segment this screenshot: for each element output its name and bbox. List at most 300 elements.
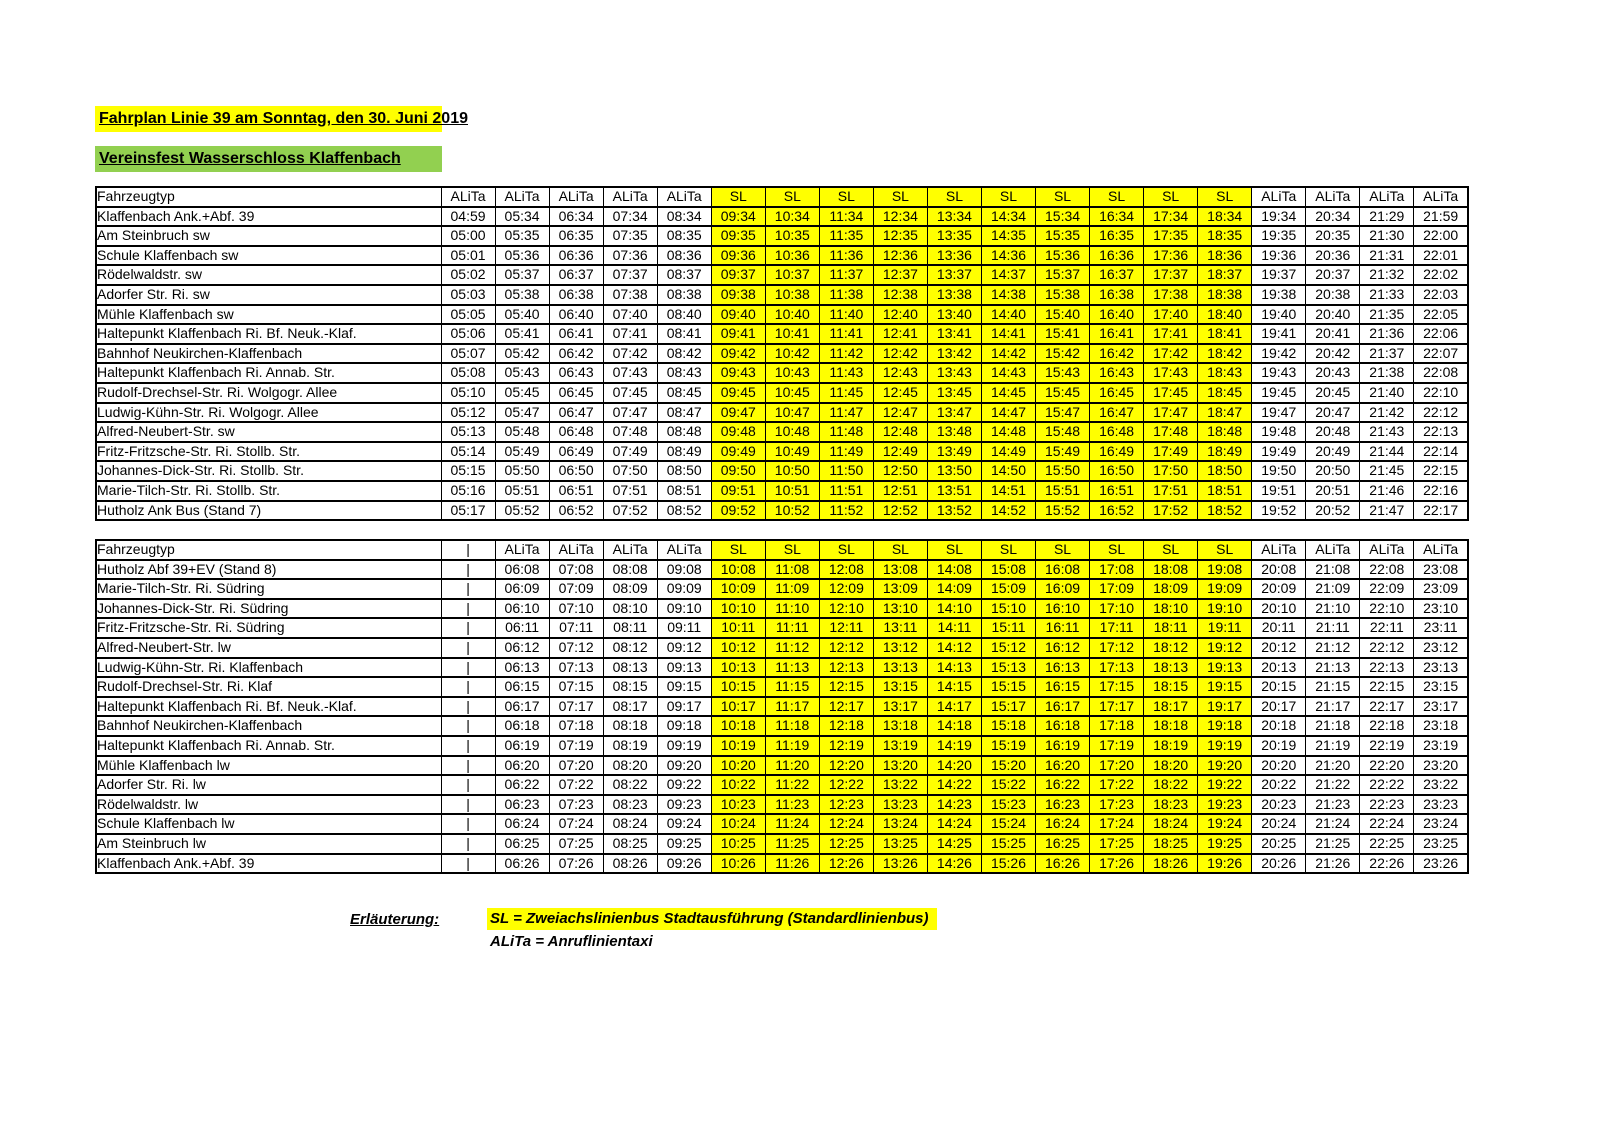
no-service-cell: | <box>441 854 495 874</box>
stop-name-cell: Rudolf-Drechsel-Str. Ri. Wolgogr. Allee <box>96 383 441 403</box>
time-cell: 05:35 <box>495 226 549 246</box>
time-cell: 19:11 <box>1198 618 1252 638</box>
time-cell: 09:26 <box>657 854 711 874</box>
time-cell: 05:51 <box>495 481 549 501</box>
time-cell: 07:34 <box>603 207 657 227</box>
time-cell: 07:22 <box>549 775 603 795</box>
time-cell: 05:00 <box>441 226 495 246</box>
time-cell: 12:24 <box>819 814 873 834</box>
time-cell: 09:50 <box>711 461 765 481</box>
time-cell: 20:45 <box>1306 383 1360 403</box>
time-cell: 23:08 <box>1414 560 1468 580</box>
time-cell: 21:23 <box>1306 795 1360 815</box>
time-cell: 12:35 <box>873 226 927 246</box>
time-cell: 18:37 <box>1198 265 1252 285</box>
time-cell: 17:35 <box>1144 226 1198 246</box>
time-cell: 21:09 <box>1306 579 1360 599</box>
time-cell: 14:38 <box>981 285 1035 305</box>
time-cell: 22:08 <box>1414 363 1468 383</box>
time-cell: 07:08 <box>549 560 603 580</box>
time-cell: 14:45 <box>981 383 1035 403</box>
time-cell: 09:23 <box>657 795 711 815</box>
time-cell: 07:10 <box>549 599 603 619</box>
document-subtitle: Vereinsfest Wasserschloss Klaffenbach <box>99 150 401 167</box>
time-cell: 19:35 <box>1252 226 1306 246</box>
time-cell: 18:42 <box>1198 344 1252 364</box>
time-cell: 15:38 <box>1036 285 1090 305</box>
time-cell: 14:51 <box>981 481 1035 501</box>
time-cell: 16:34 <box>1090 207 1144 227</box>
time-cell: 12:45 <box>873 383 927 403</box>
time-cell: 14:15 <box>927 677 981 697</box>
no-service-cell: | <box>441 618 495 638</box>
time-cell: 17:36 <box>1144 246 1198 266</box>
document-subtitle-highlight <box>95 146 442 172</box>
time-cell: 05:34 <box>495 207 549 227</box>
time-cell: 19:12 <box>1198 638 1252 658</box>
time-cell: 14:24 <box>927 814 981 834</box>
time-cell: 08:23 <box>603 795 657 815</box>
time-cell: 09:24 <box>657 814 711 834</box>
time-cell: 12:08 <box>819 560 873 580</box>
time-cell: 22:14 <box>1414 442 1468 462</box>
time-cell: 05:40 <box>495 305 549 325</box>
time-cell: 21:45 <box>1360 461 1414 481</box>
time-cell: 12:26 <box>819 854 873 874</box>
time-cell: 17:48 <box>1144 422 1198 442</box>
no-service-cell: | <box>441 697 495 717</box>
time-cell: 13:45 <box>927 383 981 403</box>
time-cell: 11:47 <box>819 403 873 423</box>
time-cell: 15:25 <box>981 834 1035 854</box>
time-cell: 23:17 <box>1414 697 1468 717</box>
time-cell: 18:10 <box>1144 599 1198 619</box>
time-cell: 13:48 <box>927 422 981 442</box>
time-cell: 16:09 <box>1036 579 1090 599</box>
time-cell: 16:47 <box>1090 403 1144 423</box>
time-cell: 16:18 <box>1036 716 1090 736</box>
time-cell: 10:48 <box>765 422 819 442</box>
time-cell: 15:51 <box>1036 481 1090 501</box>
time-cell: 11:37 <box>819 265 873 285</box>
time-cell: 14:17 <box>927 697 981 717</box>
time-cell: 22:16 <box>1414 481 1468 501</box>
time-cell: 14:50 <box>981 461 1035 481</box>
time-cell: 19:45 <box>1252 383 1306 403</box>
time-cell: 17:10 <box>1090 599 1144 619</box>
column-type-header: SL <box>1036 187 1090 207</box>
time-cell: 20:18 <box>1252 716 1306 736</box>
time-cell: 16:25 <box>1036 834 1090 854</box>
time-cell: 21:29 <box>1360 207 1414 227</box>
time-cell: 15:20 <box>981 756 1035 776</box>
time-cell: 12:22 <box>819 775 873 795</box>
time-cell: 09:52 <box>711 501 765 521</box>
time-cell: 22:03 <box>1414 285 1468 305</box>
time-cell: 05:12 <box>441 403 495 423</box>
time-cell: 22:01 <box>1414 246 1468 266</box>
time-cell: 09:35 <box>711 226 765 246</box>
time-cell: 07:24 <box>549 814 603 834</box>
time-cell: 10:37 <box>765 265 819 285</box>
time-cell: 12:13 <box>819 658 873 678</box>
time-cell: 11:49 <box>819 442 873 462</box>
table-row <box>96 461 1468 481</box>
header-row <box>96 187 1468 207</box>
legend-label: Erläuterung: <box>350 911 440 928</box>
time-cell: 05:17 <box>441 501 495 521</box>
time-cell: 06:18 <box>495 716 549 736</box>
column-type-header: SL <box>711 187 765 207</box>
column-type-header: SL <box>1144 187 1198 207</box>
time-cell: 12:18 <box>819 716 873 736</box>
time-cell: 11:11 <box>765 618 819 638</box>
time-cell: 10:52 <box>765 501 819 521</box>
time-cell: 17:40 <box>1144 305 1198 325</box>
time-cell: 20:15 <box>1252 677 1306 697</box>
time-cell: 20:48 <box>1306 422 1360 442</box>
time-cell: 13:25 <box>873 834 927 854</box>
time-cell: 05:50 <box>495 461 549 481</box>
column-type-header: ALiTa <box>495 187 549 207</box>
time-cell: 23:18 <box>1414 716 1468 736</box>
time-cell: 10:20 <box>711 756 765 776</box>
time-cell: 22:20 <box>1360 756 1414 776</box>
column-type-header: ALiTa <box>1252 187 1306 207</box>
time-cell: 10:34 <box>765 207 819 227</box>
column-type-header: SL <box>1090 187 1144 207</box>
time-cell: 12:41 <box>873 324 927 344</box>
time-cell: 07:43 <box>603 363 657 383</box>
time-cell: 15:12 <box>981 638 1035 658</box>
time-cell: 19:52 <box>1252 501 1306 521</box>
time-cell: 09:22 <box>657 775 711 795</box>
time-cell: 17:11 <box>1090 618 1144 638</box>
time-cell: 21:08 <box>1306 560 1360 580</box>
time-cell: 08:09 <box>603 579 657 599</box>
time-cell: 12:23 <box>819 795 873 815</box>
time-cell: 07:17 <box>549 697 603 717</box>
time-cell: 13:41 <box>927 324 981 344</box>
time-cell: 06:22 <box>495 775 549 795</box>
legend-sl-definition: SL = Zweiachslinienbus Stadtausführung (Standardlinienbus) <box>487 908 937 930</box>
time-cell: 06:08 <box>495 560 549 580</box>
time-cell: 23:15 <box>1414 677 1468 697</box>
time-cell: 09:15 <box>657 677 711 697</box>
time-cell: 10:09 <box>711 579 765 599</box>
time-cell: 10:11 <box>711 618 765 638</box>
time-cell: 14:35 <box>981 226 1035 246</box>
time-cell: 19:42 <box>1252 344 1306 364</box>
time-cell: 15:34 <box>1036 207 1090 227</box>
time-cell: 05:01 <box>441 246 495 266</box>
time-cell: 22:09 <box>1360 579 1414 599</box>
time-cell: 16:17 <box>1036 697 1090 717</box>
time-cell: 20:42 <box>1306 344 1360 364</box>
time-cell: 18:34 <box>1198 207 1252 227</box>
time-cell: 14:26 <box>927 854 981 874</box>
time-cell: 09:51 <box>711 481 765 501</box>
time-cell: 10:36 <box>765 246 819 266</box>
time-cell: 14:09 <box>927 579 981 599</box>
time-cell: 10:22 <box>711 775 765 795</box>
time-cell: 13:42 <box>927 344 981 364</box>
table-row <box>96 854 1468 874</box>
table-row <box>96 795 1468 815</box>
time-cell: 15:43 <box>1036 363 1090 383</box>
time-cell: 12:17 <box>819 697 873 717</box>
time-cell: 20:36 <box>1306 246 1360 266</box>
time-cell: 18:49 <box>1198 442 1252 462</box>
time-cell: 13:11 <box>873 618 927 638</box>
time-cell: 22:13 <box>1414 422 1468 442</box>
time-cell: 17:50 <box>1144 461 1198 481</box>
time-cell: 18:19 <box>1144 736 1198 756</box>
time-cell: 14:49 <box>981 442 1035 462</box>
time-cell: 12:12 <box>819 638 873 658</box>
time-cell: 21:35 <box>1360 305 1414 325</box>
time-cell: 08:40 <box>657 305 711 325</box>
time-cell: 22:12 <box>1414 403 1468 423</box>
time-cell: 15:35 <box>1036 226 1090 246</box>
time-cell: 14:52 <box>981 501 1035 521</box>
time-cell: 19:49 <box>1252 442 1306 462</box>
table-row <box>96 265 1468 285</box>
time-cell: 14:18 <box>927 716 981 736</box>
time-cell: 22:18 <box>1360 716 1414 736</box>
time-cell: 22:13 <box>1360 658 1414 678</box>
time-cell: 20:20 <box>1252 756 1306 776</box>
time-cell: 23:24 <box>1414 814 1468 834</box>
table-row <box>96 324 1468 344</box>
table-row <box>96 344 1468 364</box>
time-cell: 11:22 <box>765 775 819 795</box>
time-cell: 19:25 <box>1198 834 1252 854</box>
time-cell: 14:48 <box>981 422 1035 442</box>
time-cell: 10:50 <box>765 461 819 481</box>
time-cell: 16:40 <box>1090 305 1144 325</box>
column-type-header: ALiTa <box>657 540 711 560</box>
time-cell: 21:44 <box>1360 442 1414 462</box>
time-cell: 17:49 <box>1144 442 1198 462</box>
time-cell: 15:15 <box>981 677 1035 697</box>
time-cell: 21:10 <box>1306 599 1360 619</box>
time-cell: 20:13 <box>1252 658 1306 678</box>
time-cell: 11:19 <box>765 736 819 756</box>
stop-name-cell: Mühle Klaffenbach lw <box>96 756 441 776</box>
no-service-cell: | <box>441 756 495 776</box>
time-cell: 12:48 <box>873 422 927 442</box>
time-cell: 13:18 <box>873 716 927 736</box>
time-cell: 19:37 <box>1252 265 1306 285</box>
table-row <box>96 442 1468 462</box>
time-cell: 15:19 <box>981 736 1035 756</box>
time-cell: 10:10 <box>711 599 765 619</box>
time-cell: 19:47 <box>1252 403 1306 423</box>
time-cell: 20:43 <box>1306 363 1360 383</box>
timetable-return <box>95 539 1469 874</box>
time-cell: 12:34 <box>873 207 927 227</box>
time-cell: 12:25 <box>819 834 873 854</box>
time-cell: 06:41 <box>549 324 603 344</box>
time-cell: 20:08 <box>1252 560 1306 580</box>
time-cell: 07:11 <box>549 618 603 638</box>
time-cell: 06:52 <box>549 501 603 521</box>
time-cell: 05:47 <box>495 403 549 423</box>
time-cell: 05:49 <box>495 442 549 462</box>
time-cell: 07:45 <box>603 383 657 403</box>
time-cell: 07:12 <box>549 638 603 658</box>
time-cell: 11:48 <box>819 422 873 442</box>
time-cell: 20:49 <box>1306 442 1360 462</box>
time-cell: 17:18 <box>1090 716 1144 736</box>
time-cell: 12:49 <box>873 442 927 462</box>
column-type-header: ALiTa <box>1306 187 1360 207</box>
column-type-header: ALiTa <box>1360 540 1414 560</box>
time-cell: 11:35 <box>819 226 873 246</box>
time-cell: 16:15 <box>1036 677 1090 697</box>
time-cell: 05:02 <box>441 265 495 285</box>
time-cell: 21:46 <box>1360 481 1414 501</box>
time-cell: 10:51 <box>765 481 819 501</box>
time-cell: 05:52 <box>495 501 549 521</box>
time-cell: 12:52 <box>873 501 927 521</box>
header-row <box>96 540 1468 560</box>
time-cell: 13:22 <box>873 775 927 795</box>
time-cell: 05:05 <box>441 305 495 325</box>
time-cell: 06:23 <box>495 795 549 815</box>
column-type-header: SL <box>1090 540 1144 560</box>
column-type-header: ALiTa <box>603 540 657 560</box>
time-cell: 17:34 <box>1144 207 1198 227</box>
time-cell: 22:05 <box>1414 305 1468 325</box>
time-cell: 18:26 <box>1144 854 1198 874</box>
time-cell: 17:17 <box>1090 697 1144 717</box>
time-cell: 14:36 <box>981 246 1035 266</box>
stop-name-cell: Ludwig-Kühn-Str. Ri. Wolgogr. Allee <box>96 403 441 423</box>
time-cell: 05:06 <box>441 324 495 344</box>
time-cell: 15:42 <box>1036 344 1090 364</box>
table-row <box>96 363 1468 383</box>
time-cell: 11:50 <box>819 461 873 481</box>
time-cell: 11:20 <box>765 756 819 776</box>
time-cell: 12:10 <box>819 599 873 619</box>
time-cell: 22:08 <box>1360 560 1414 580</box>
time-cell: 21:42 <box>1360 403 1414 423</box>
no-service-cell: | <box>441 795 495 815</box>
time-cell: 16:35 <box>1090 226 1144 246</box>
time-cell: 17:20 <box>1090 756 1144 776</box>
time-cell: 11:42 <box>819 344 873 364</box>
stop-name-cell: Fritz-Fritzsche-Str. Ri. Südring <box>96 618 441 638</box>
time-cell: 21:47 <box>1360 501 1414 521</box>
column-type-header: ALiTa <box>1414 187 1468 207</box>
time-cell: 05:10 <box>441 383 495 403</box>
table-row <box>96 207 1468 227</box>
time-cell: 14:47 <box>981 403 1035 423</box>
time-cell: 18:43 <box>1198 363 1252 383</box>
table-row <box>96 226 1468 246</box>
time-cell: 08:12 <box>603 638 657 658</box>
stop-name-cell: Haltepunkt Klaffenbach Ri. Bf. Neuk.-Klaf. <box>96 697 441 717</box>
column-type-header: SL <box>1144 540 1198 560</box>
time-cell: 16:26 <box>1036 854 1090 874</box>
time-cell: 05:08 <box>441 363 495 383</box>
time-cell: 21:17 <box>1306 697 1360 717</box>
time-cell: 17:37 <box>1144 265 1198 285</box>
time-cell: 21:26 <box>1306 854 1360 874</box>
time-cell: 10:38 <box>765 285 819 305</box>
time-cell: 19:13 <box>1198 658 1252 678</box>
table-row <box>96 638 1468 658</box>
time-cell: 15:49 <box>1036 442 1090 462</box>
stop-name-cell: Bahnhof Neukirchen-Klaffenbach <box>96 716 441 736</box>
table-row <box>96 599 1468 619</box>
time-cell: 20:47 <box>1306 403 1360 423</box>
column-type-header: SL <box>819 187 873 207</box>
time-cell: 10:42 <box>765 344 819 364</box>
time-cell: 22:06 <box>1414 324 1468 344</box>
time-cell: 06:19 <box>495 736 549 756</box>
time-cell: 21:24 <box>1306 814 1360 834</box>
time-cell: 06:51 <box>549 481 603 501</box>
time-cell: 08:22 <box>603 775 657 795</box>
time-cell: 13:37 <box>927 265 981 285</box>
time-cell: 07:20 <box>549 756 603 776</box>
time-cell: 07:41 <box>603 324 657 344</box>
no-service-cell: | <box>441 736 495 756</box>
time-cell: 22:07 <box>1414 344 1468 364</box>
time-cell: 22:25 <box>1360 834 1414 854</box>
column-type-header: SL <box>981 540 1035 560</box>
time-cell: 19:19 <box>1198 736 1252 756</box>
time-cell: 19:41 <box>1252 324 1306 344</box>
time-cell: 13:08 <box>873 560 927 580</box>
time-cell: 16:12 <box>1036 638 1090 658</box>
time-cell: 21:15 <box>1306 677 1360 697</box>
time-cell: 11:41 <box>819 324 873 344</box>
time-cell: 07:48 <box>603 422 657 442</box>
time-cell: 05:48 <box>495 422 549 442</box>
time-cell: 08:17 <box>603 697 657 717</box>
no-service-cell: | <box>441 638 495 658</box>
time-cell: 13:34 <box>927 207 981 227</box>
time-cell: 06:38 <box>549 285 603 305</box>
time-cell: 05:03 <box>441 285 495 305</box>
time-cell: 16:50 <box>1090 461 1144 481</box>
time-cell: 16:11 <box>1036 618 1090 638</box>
time-cell: 23:11 <box>1414 618 1468 638</box>
time-cell: 18:08 <box>1144 560 1198 580</box>
time-cell: 08:50 <box>657 461 711 481</box>
time-cell: 19:48 <box>1252 422 1306 442</box>
time-cell: 20:38 <box>1306 285 1360 305</box>
time-cell: 20:17 <box>1252 697 1306 717</box>
time-cell: 08:52 <box>657 501 711 521</box>
stop-name-cell: Alfred-Neubert-Str. sw <box>96 422 441 442</box>
time-cell: 14:10 <box>927 599 981 619</box>
time-cell: 06:48 <box>549 422 603 442</box>
time-cell: 12:40 <box>873 305 927 325</box>
time-cell: 08:10 <box>603 599 657 619</box>
column-type-header: SL <box>927 187 981 207</box>
time-cell: 08:08 <box>603 560 657 580</box>
time-cell: 15:24 <box>981 814 1035 834</box>
time-cell: 13:49 <box>927 442 981 462</box>
stop-name-cell: Am Steinbruch sw <box>96 226 441 246</box>
time-cell: 08:26 <box>603 854 657 874</box>
stop-name-cell: Mühle Klaffenbach sw <box>96 305 441 325</box>
